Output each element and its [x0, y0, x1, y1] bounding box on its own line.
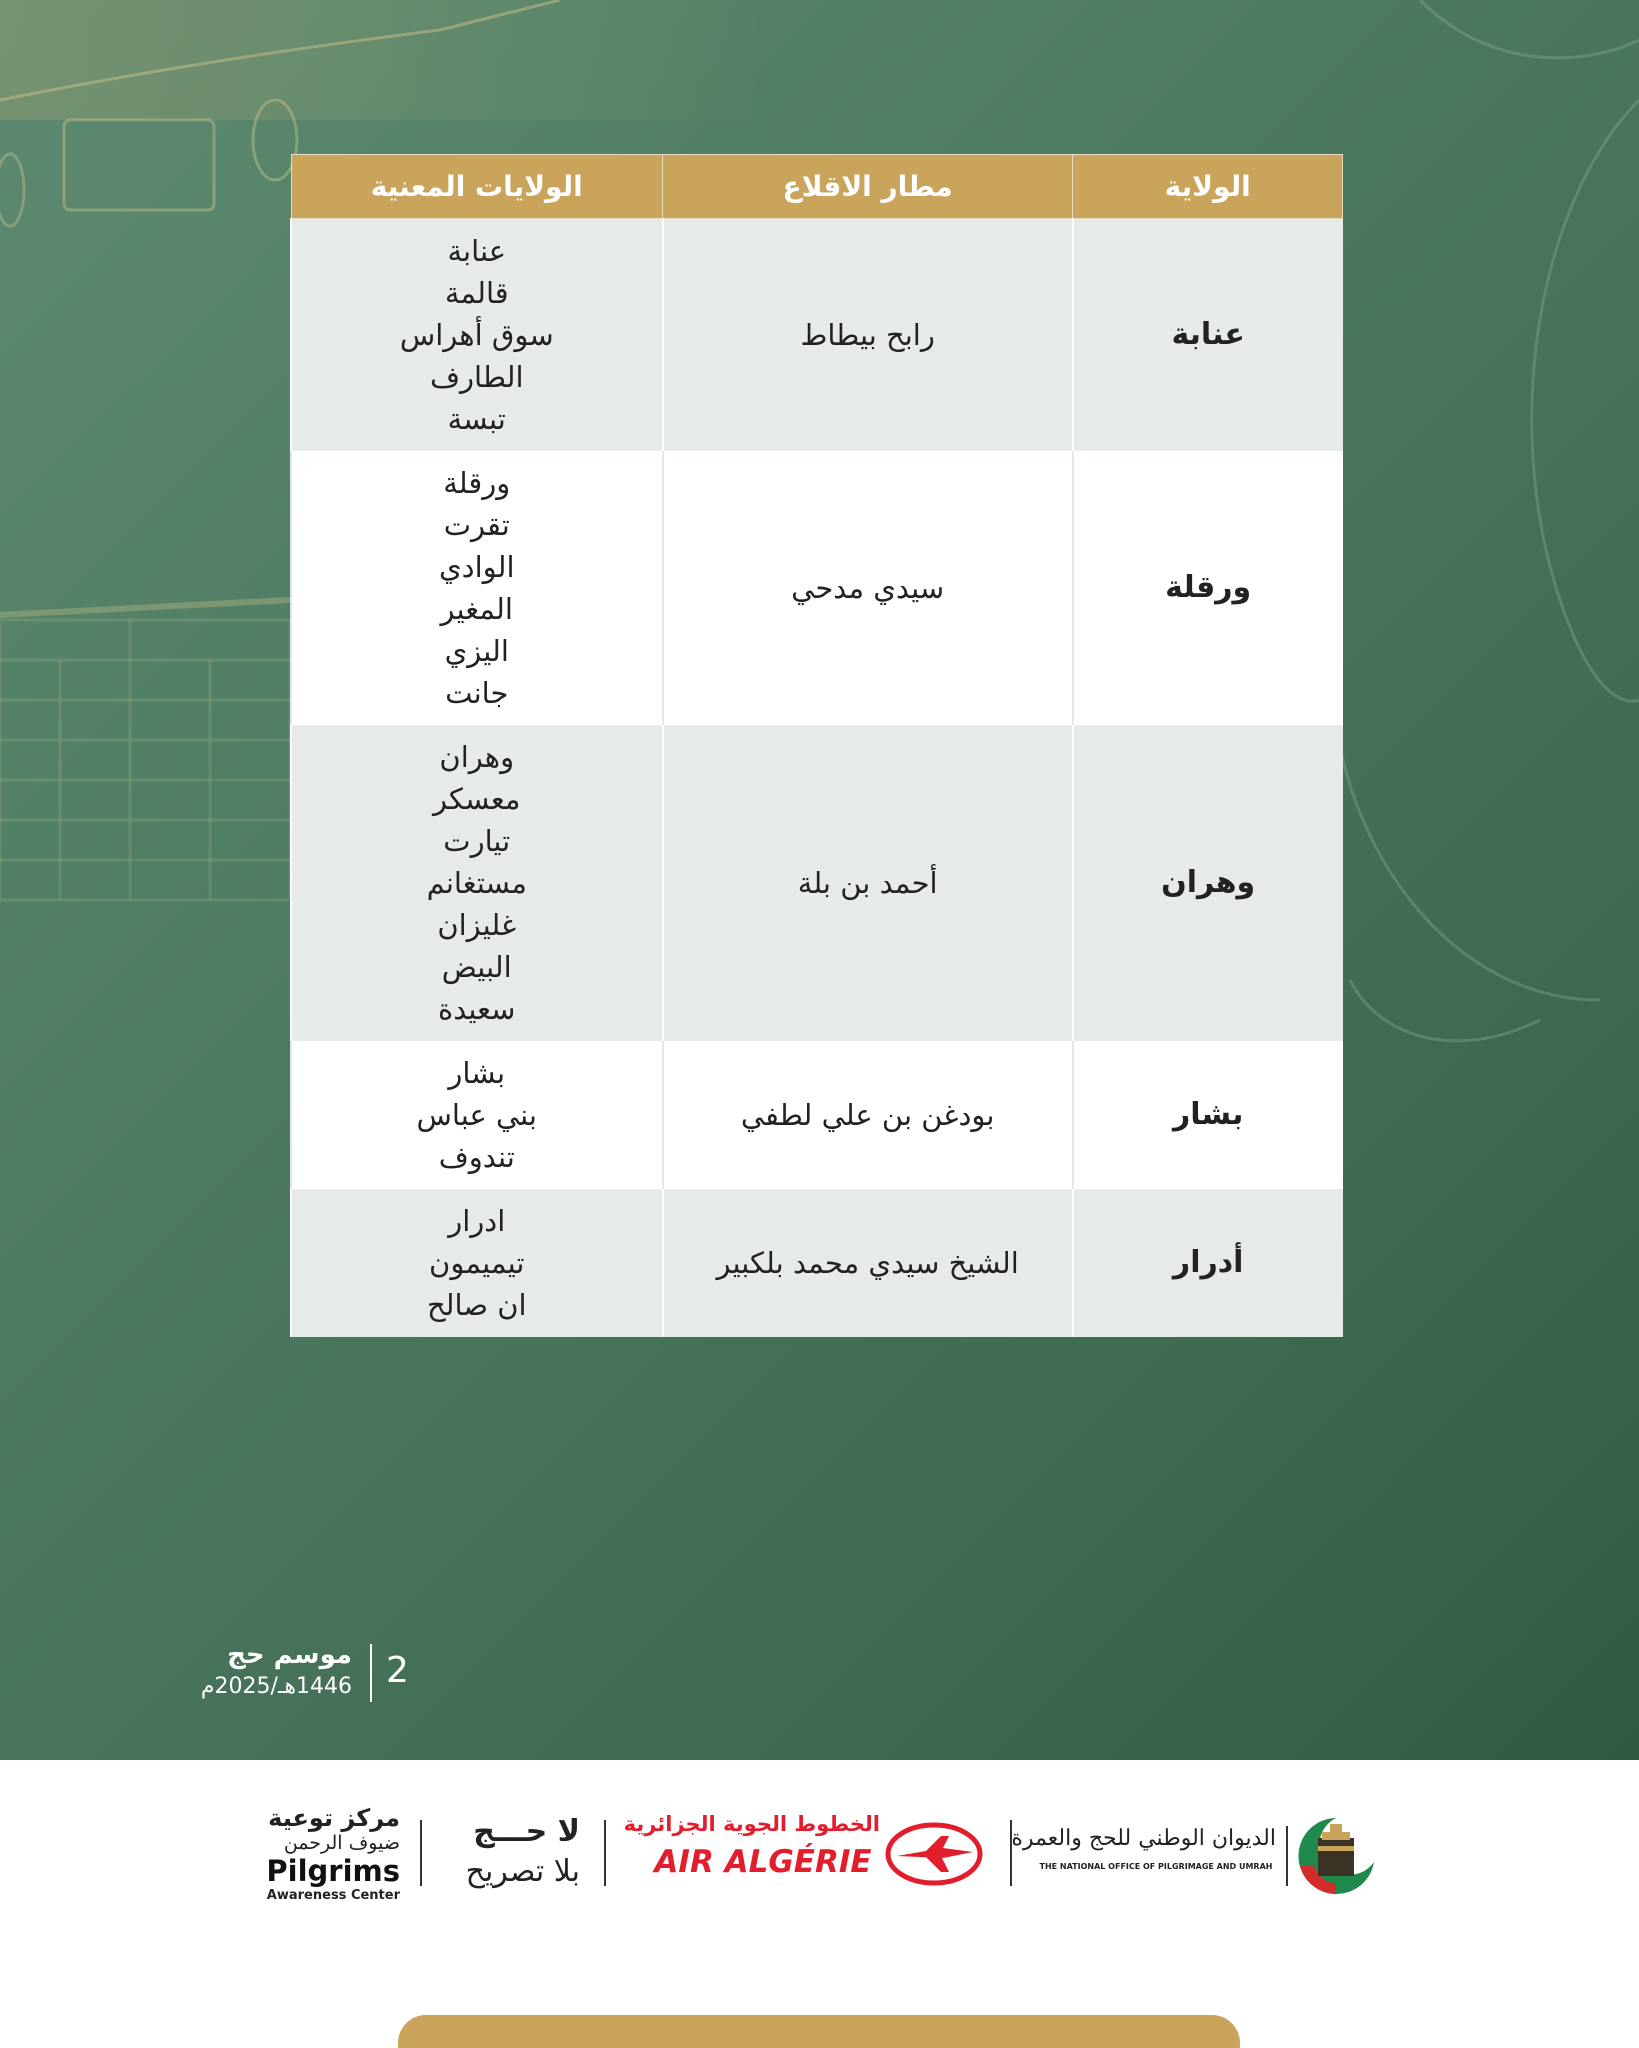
logo-divider	[420, 1820, 422, 1886]
concerned-wilaya: تيارت	[443, 823, 511, 858]
concerned-wilaya: المغير	[440, 591, 513, 626]
header-wilaya: الولاية	[1073, 155, 1343, 219]
table-row	[291, 451, 1343, 725]
airline-name-ar: الخطوط الجوية الجزائرية	[623, 1812, 880, 1836]
concerned-wilaya: غليزان	[437, 907, 517, 942]
concerned-wilaya: ادرار	[448, 1203, 506, 1238]
concerned-wilaya: تبسة	[447, 401, 506, 436]
wilaya-cell: بشار	[1073, 1041, 1343, 1189]
concerned-cell	[291, 219, 663, 451]
pilgrims-center-en-line2: Awareness Center	[266, 1888, 400, 1903]
concerned-wilaya: بني عباس	[416, 1097, 537, 1132]
concerned-cell	[291, 451, 663, 725]
concerned-wilaya: عنابة	[447, 233, 506, 268]
national-office-logo	[1011, 1800, 1390, 1910]
pilgrims-center-ar-line2: ضيوف الرحمن	[283, 1832, 400, 1854]
pilgrims-center-ar-line1: مركز توعية	[268, 1804, 400, 1832]
concerned-wilaya: اليزي	[444, 633, 509, 668]
partner-logos	[250, 1800, 1390, 1910]
table-row	[291, 1189, 1343, 1337]
concerned-wilaya: تقرت	[443, 507, 510, 542]
concerned-wilaya: الوادي	[438, 549, 515, 584]
table-row	[291, 725, 1343, 1041]
concerned-wilaya: تندوف	[438, 1139, 515, 1174]
wilaya-cell: ورقلة	[1073, 451, 1343, 725]
bottom-gold-bar	[398, 2015, 1240, 2048]
concerned-wilaya: البيض	[441, 949, 512, 984]
concerned-wilaya: ان صالح	[426, 1287, 527, 1322]
concerned-wilaya: سعيدة	[438, 991, 516, 1026]
concerned-cell	[291, 1189, 663, 1337]
table-header-row	[291, 155, 1343, 219]
concerned-wilaya: ورقلة	[443, 465, 511, 500]
logo-divider	[604, 1820, 606, 1886]
airports-table	[290, 154, 1343, 1337]
season-footer	[190, 1640, 420, 1710]
pilgrims-center-en-line1: Pilgrims	[266, 1854, 400, 1888]
season-year: 1446هـ/2025م	[200, 1674, 352, 1699]
footer-divider	[370, 1644, 372, 1702]
air-algerie-emblem-icon	[885, 1822, 983, 1886]
page-number: 2	[386, 1650, 409, 1691]
wilaya-cell: عنابة	[1073, 219, 1343, 451]
airport-cell: الشيخ سيدي محمد بلكبير	[663, 1189, 1073, 1337]
airport-cell: سيدي مدحي	[663, 451, 1073, 725]
office-name-ar: الديوان الوطني للحج والعمرة	[1011, 1826, 1276, 1851]
concerned-wilaya: سوق أهراس	[399, 317, 554, 352]
concerned-wilaya: جانت	[445, 675, 509, 710]
pilgrims-center-logo	[250, 1800, 400, 1910]
table-row	[291, 1041, 1343, 1189]
concerned-wilaya: قالمة	[444, 275, 509, 310]
concerned-cell	[291, 725, 663, 1041]
wilaya-cell: أدرار	[1073, 1189, 1343, 1337]
header-airport: مطار الاقلاع	[663, 155, 1073, 219]
wilaya-cell: وهران	[1073, 725, 1343, 1041]
airport-cell: بودغن بن علي لطفي	[663, 1041, 1073, 1189]
season-title: موسم حج	[227, 1640, 352, 1670]
concerned-cell	[291, 1041, 663, 1189]
concerned-wilaya: بشار	[448, 1055, 506, 1090]
table-row	[291, 219, 1343, 451]
no-hajj-line2: بلا تصريح	[465, 1854, 580, 1889]
airport-cell: رابح بيطاط	[663, 219, 1073, 451]
kaaba-emblem-icon	[1294, 1814, 1378, 1898]
no-hajj-without-permit-logo	[440, 1800, 590, 1910]
airport-cell: أحمد بن بلة	[663, 725, 1073, 1041]
header-concerned-wilayas: الولايات المعنية	[291, 155, 663, 219]
office-inner-divider	[1286, 1826, 1288, 1886]
concerned-wilaya: معسكر	[433, 781, 521, 816]
air-algerie-logo	[623, 1800, 990, 1910]
concerned-wilaya: مستغانم	[426, 865, 527, 900]
office-name-en: THE NATIONAL OFFICE OF PILGRIMAGE AND UMRAH	[1039, 1862, 1273, 1871]
concerned-wilaya: الطارف	[429, 359, 524, 394]
no-hajj-line1: لا حـــج	[473, 1814, 580, 1849]
airline-name-en: AIR ALGÉRIE	[654, 1844, 872, 1880]
concerned-wilaya: تيميمون	[429, 1245, 525, 1280]
concerned-wilaya: وهران	[439, 739, 515, 774]
